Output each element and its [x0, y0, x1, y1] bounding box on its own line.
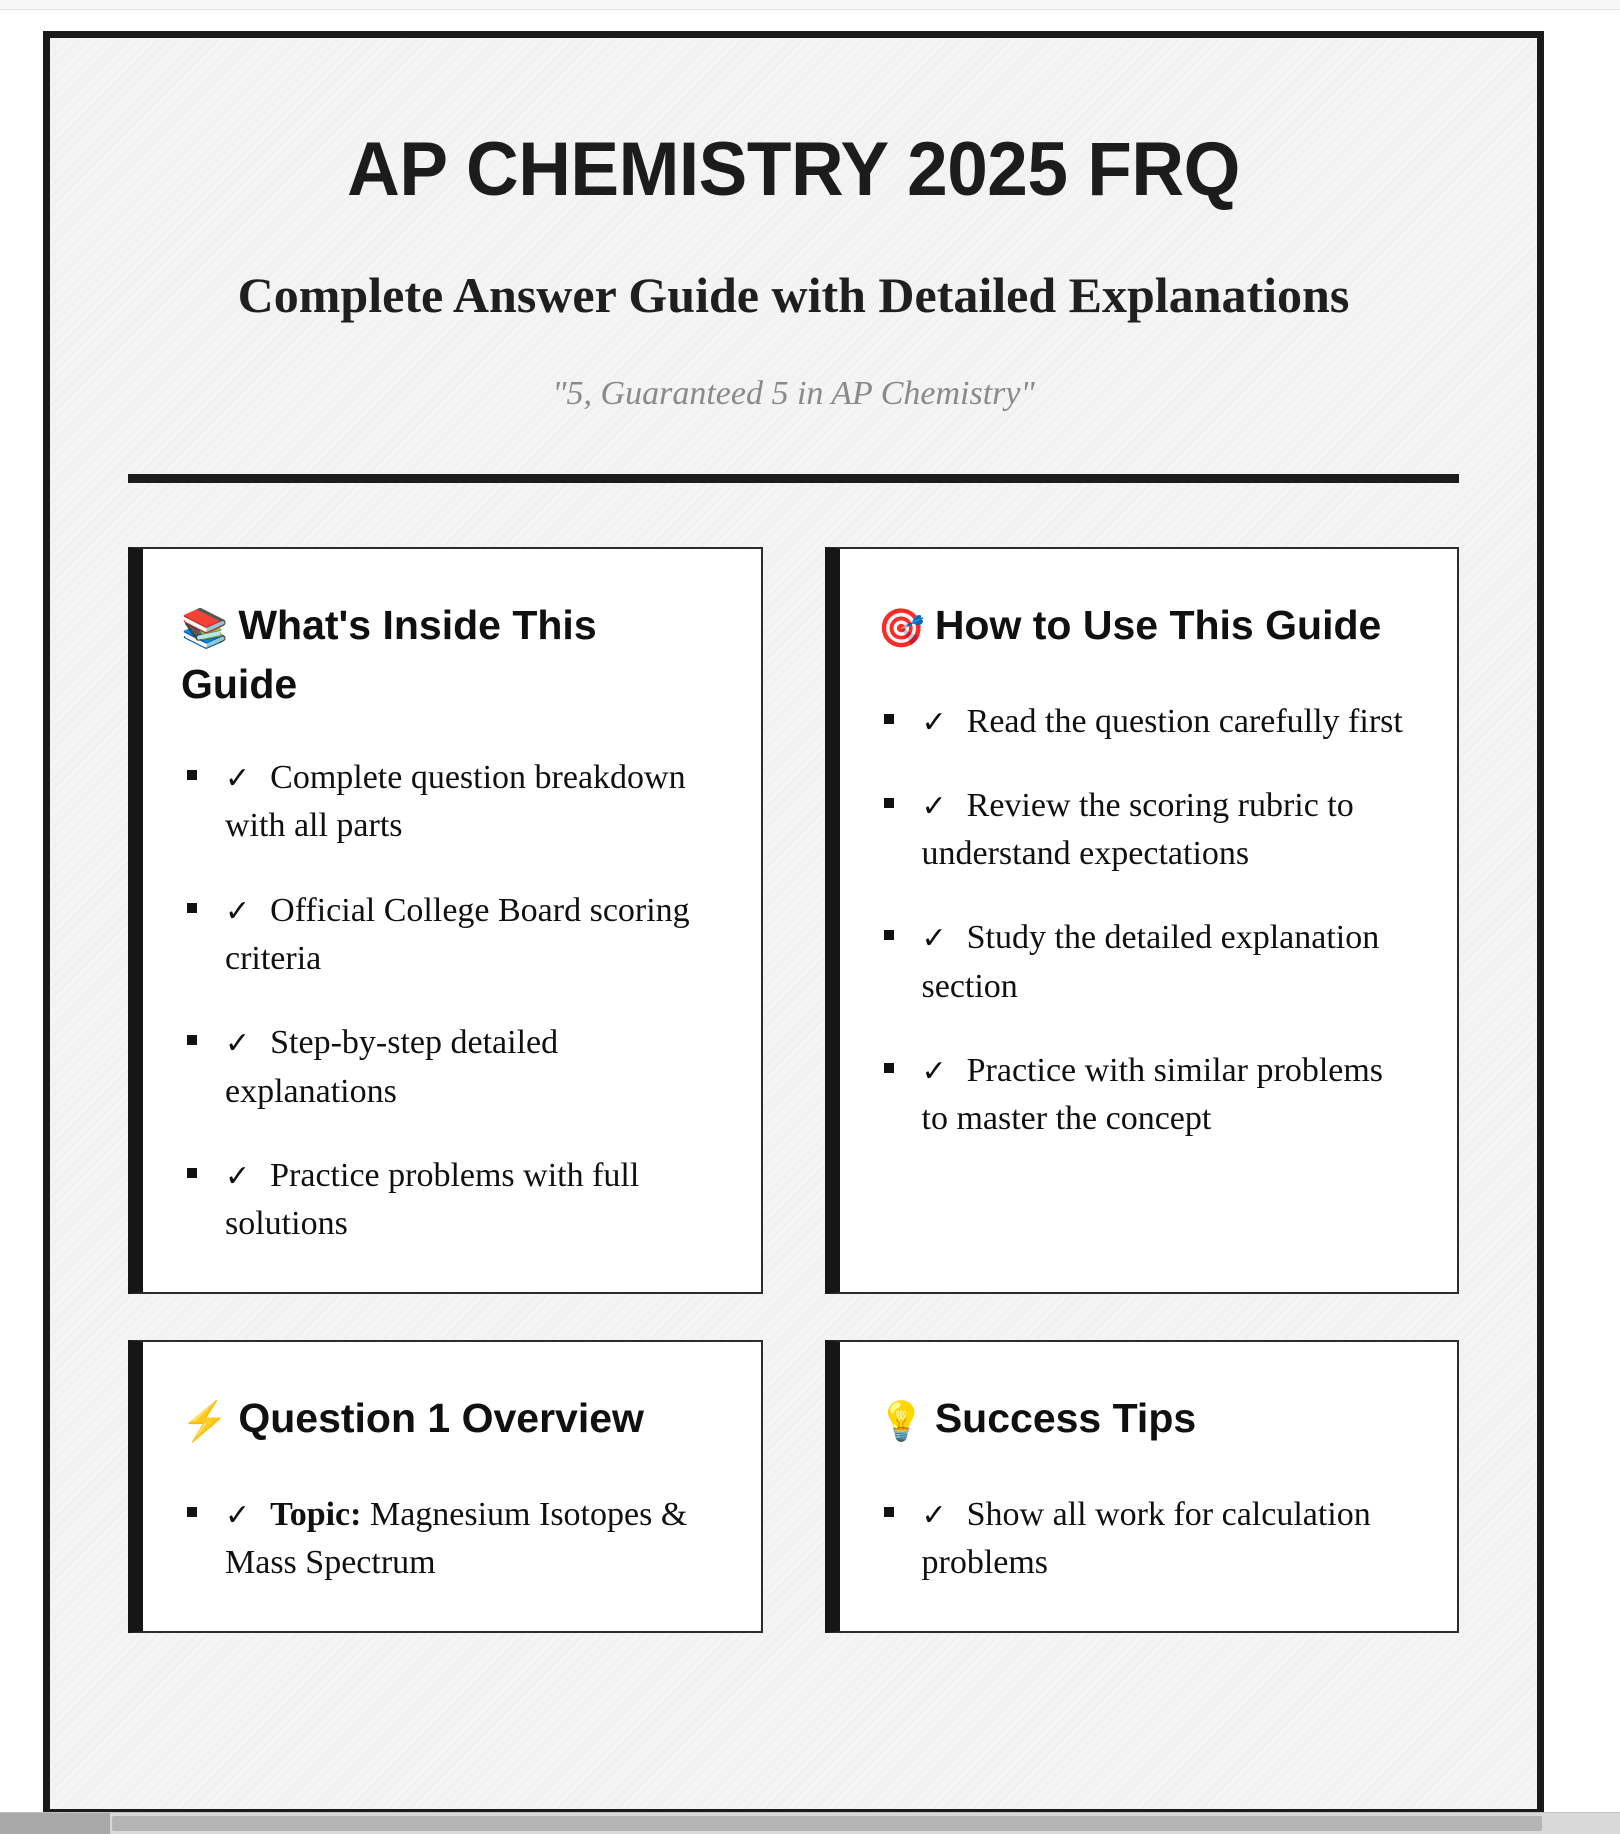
- list-item-text: Study the detailed explanation section: [921, 919, 1380, 1005]
- check-icon: ✓: [921, 788, 947, 824]
- check-icon: ✓: [921, 921, 947, 957]
- bullet-list: [181, 1491, 721, 1588]
- check-icon: ✓: [225, 1026, 251, 1062]
- square-bullet-icon: [187, 1168, 197, 1178]
- bullet-list: [878, 1491, 1418, 1588]
- list-item: [181, 1152, 721, 1249]
- card-success-tips: [825, 1340, 1460, 1633]
- page-subtitle: Complete Answer Guide with Detailed Explanations: [237, 266, 1350, 323]
- document-header: [128, 38, 1459, 483]
- card-title: [878, 597, 1418, 655]
- info-card-grid: [128, 547, 1459, 1633]
- list-item: [181, 1491, 721, 1588]
- dart-target-icon: 🎯: [877, 608, 925, 651]
- bullet-list: [878, 698, 1418, 1144]
- page-tagline: "5, Guaranteed 5 in AP Chemistry": [552, 374, 1035, 412]
- scrollbar-corner: [0, 1813, 110, 1834]
- square-bullet-icon: [187, 1035, 197, 1045]
- square-bullet-icon: [187, 903, 197, 913]
- square-bullet-icon: [884, 1507, 894, 1517]
- list-item: [878, 1047, 1418, 1144]
- square-bullet-icon: [884, 1063, 894, 1073]
- card-how-to-use: [825, 547, 1460, 1294]
- check-icon: ✓: [921, 704, 947, 740]
- list-item: [181, 754, 721, 851]
- list-item-lead: Topic:: [270, 1495, 362, 1533]
- list-item-text: Practice problems with full solutions: [225, 1156, 640, 1243]
- card-title-label: Question 1 Overview: [238, 1395, 644, 1442]
- header-divider: [128, 474, 1459, 483]
- books-icon: 📚: [181, 608, 229, 651]
- page-title: AP CHEMISTRY 2025 FRQ: [347, 127, 1240, 212]
- square-bullet-icon: [884, 798, 894, 808]
- check-icon: ✓: [225, 761, 251, 797]
- lightning-bolt-icon: ⚡: [181, 1401, 229, 1444]
- square-bullet-icon: [187, 770, 197, 780]
- list-item-text: Step-by-step detailed explanations: [225, 1024, 559, 1110]
- check-icon: ✓: [921, 1497, 947, 1533]
- scrollbar-thumb[interactable]: [112, 1816, 1542, 1831]
- list-item-text: Read the question carefully first: [966, 702, 1403, 740]
- list-item: [878, 782, 1418, 879]
- list-item-text: Complete question breakdown with all parts: [225, 759, 686, 845]
- card-title: [181, 1390, 721, 1448]
- card-question-1-overview: [128, 1340, 763, 1633]
- square-bullet-icon: [884, 930, 894, 940]
- list-item-text: Practice with similar problems to master the concept: [921, 1051, 1384, 1138]
- lightbulb-icon: 💡: [877, 1401, 925, 1444]
- card-title: [878, 1390, 1418, 1448]
- list-item: [878, 1491, 1418, 1588]
- horizontal-scrollbar[interactable]: [0, 1812, 1620, 1834]
- card-title-label: Success Tips: [934, 1395, 1197, 1442]
- list-item: [181, 887, 721, 984]
- list-item-text: Review the scoring rubric to understand expectations: [921, 786, 1354, 873]
- card-whats-inside: [128, 547, 763, 1294]
- list-item-text: Official College Board scoring criteria: [225, 891, 690, 977]
- list-item: [878, 914, 1418, 1011]
- card-title-label: What's Inside This Guide: [181, 602, 597, 707]
- check-icon: ✓: [225, 1497, 251, 1533]
- check-icon: ✓: [225, 1158, 251, 1194]
- square-bullet-icon: [187, 1507, 197, 1517]
- list-item-text: Show all work for calculation problems: [921, 1495, 1371, 1582]
- document-page: [43, 31, 1544, 1816]
- list-item: [878, 698, 1418, 746]
- browser-chrome-strip: [0, 0, 1620, 10]
- card-title-label: How to Use This Guide: [934, 602, 1382, 649]
- check-icon: ✓: [225, 893, 251, 929]
- card-title: [181, 597, 721, 712]
- list-item-text: Magnesium Isotopes & Mass Spectrum: [225, 1495, 688, 1582]
- check-icon: ✓: [921, 1053, 947, 1089]
- bullet-list: [181, 754, 721, 1248]
- list-item: [181, 1019, 721, 1116]
- square-bullet-icon: [884, 714, 894, 724]
